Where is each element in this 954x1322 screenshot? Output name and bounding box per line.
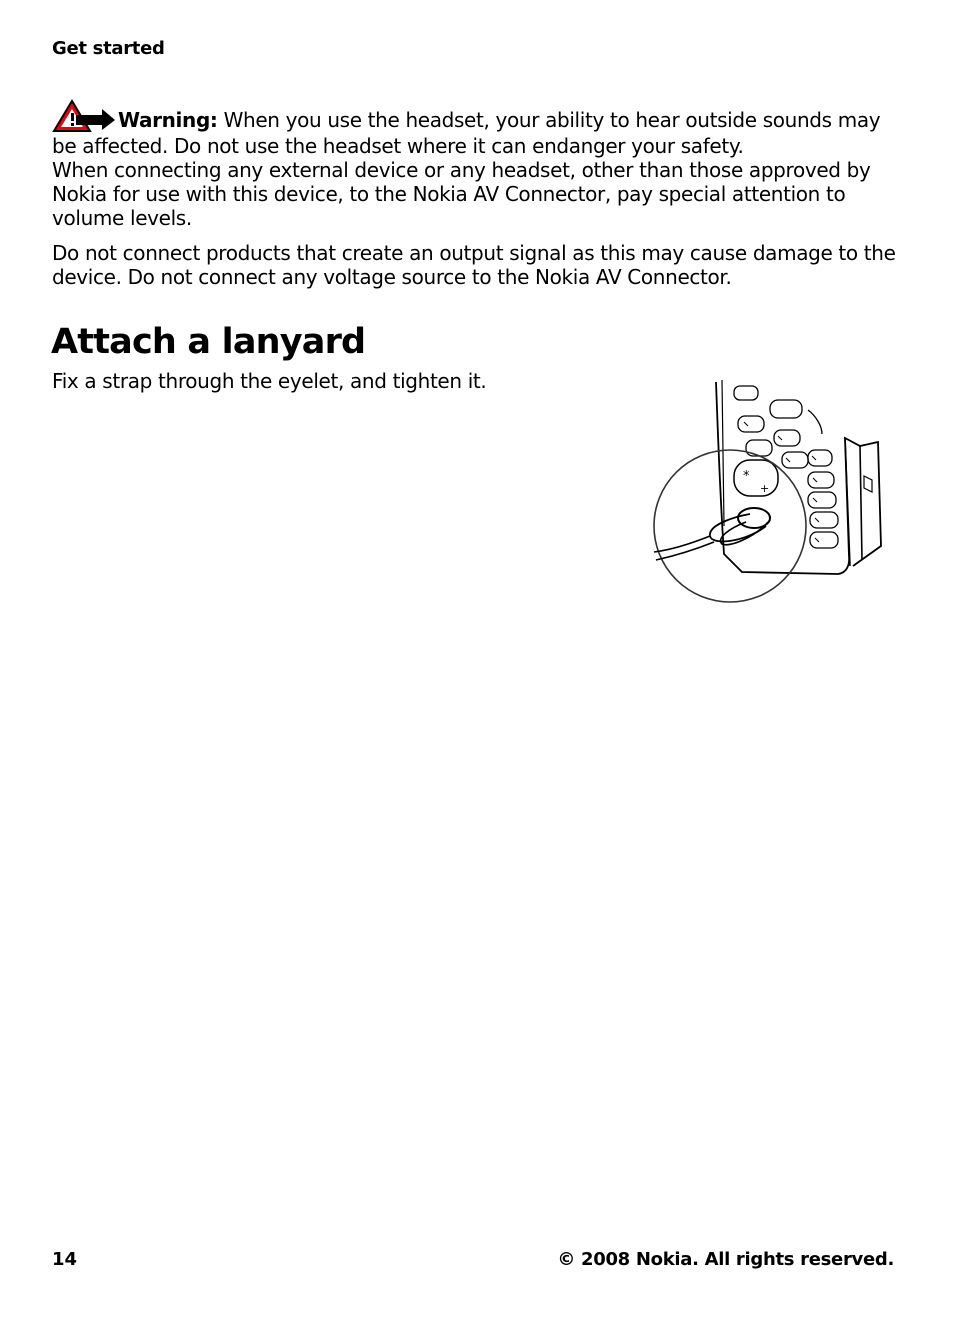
warning-paragraph: [52, 99, 902, 159]
running-header: Get started: [52, 38, 165, 59]
page-number: 14: [52, 1249, 78, 1270]
copyright-notice: © 2008 Nokia. All rights reserved.: [557, 1249, 894, 1270]
external-device-paragraph: When connecting any external device or any headset, other than those approved by Nokia for use with this device, to the Nokia AV Connector, pay special attention to volume levels.: [52, 158, 871, 230]
warning-label: Warning:: [118, 108, 218, 132]
output-signal-paragraph: Do not connect products that create an output signal as this may cause damage to the device. Do not connect any voltage source to the Nokia AV Connector.: [52, 241, 896, 289]
warning-icon: [52, 99, 116, 133]
phone-lanyard-illustration: [650, 376, 900, 608]
lanyard-instruction: Fix a strap through the eyelet, and tighten it.: [52, 369, 487, 393]
section-title: Attach a lanyard: [51, 322, 366, 362]
svg-text:*: *: [743, 469, 750, 484]
warning-text: When you use the headset, your ability to hear outside sounds may be affected. Do not use the headset where it can endanger your safety.: [52, 108, 881, 158]
svg-text:+: +: [760, 482, 770, 495]
